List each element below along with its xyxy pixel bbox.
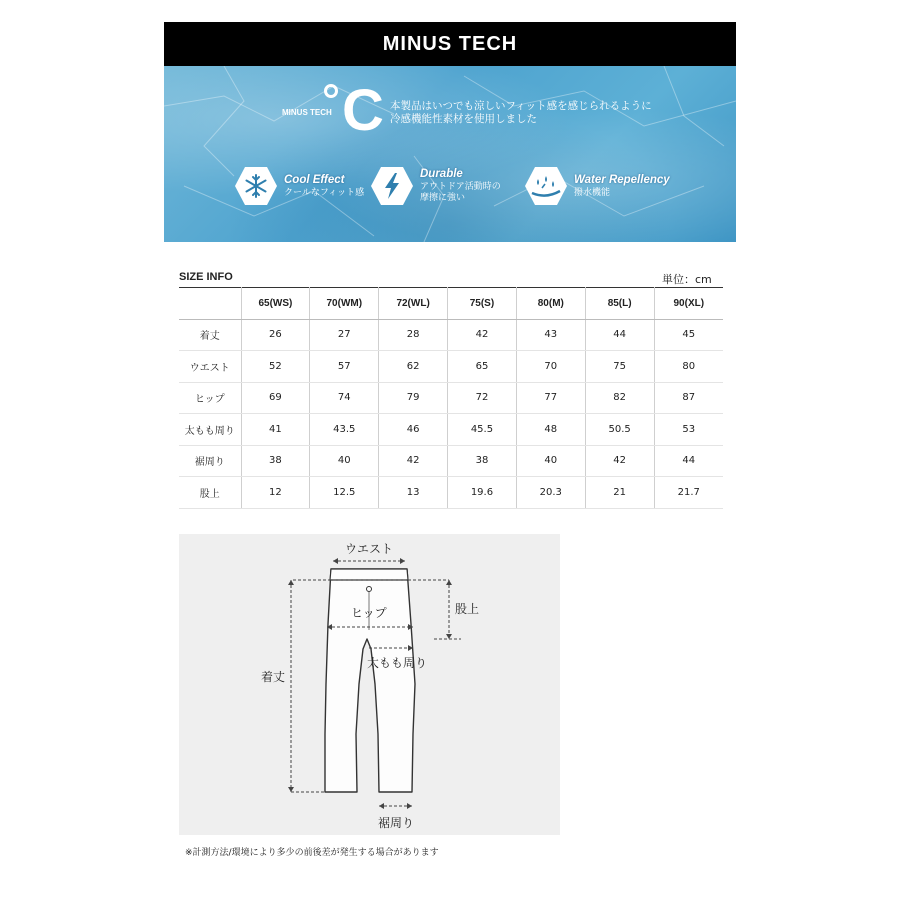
table-cell: 12 <box>241 477 310 509</box>
table-cell: 42 <box>379 445 448 477</box>
degree-icon <box>324 84 338 98</box>
column-header: 90(XL) <box>654 288 723 320</box>
table-cell: 77 <box>516 382 585 414</box>
length-label: 着丈 <box>261 670 286 684</box>
water-drops-icon <box>524 166 568 206</box>
table-cell: 45.5 <box>448 414 517 446</box>
rise-label: 股上 <box>455 602 480 616</box>
feature-title: Water Repellency <box>574 173 670 186</box>
table-cell: 43 <box>516 319 585 351</box>
table-row <box>179 319 723 351</box>
table-cell: 40 <box>310 445 379 477</box>
table-cell: 82 <box>585 382 654 414</box>
measurement-note: ※計測方法/環境により多少の前後差が発生する場合があります <box>185 848 439 858</box>
table-cell: 45 <box>654 319 723 351</box>
column-header: 72(WL) <box>379 288 448 320</box>
table-cell: 46 <box>379 414 448 446</box>
table-cell: 42 <box>448 319 517 351</box>
table-cell: 48 <box>516 414 585 446</box>
table-row <box>179 445 723 477</box>
table-row <box>179 414 723 446</box>
table-header-row <box>179 288 723 320</box>
measurement-diagram <box>179 534 560 835</box>
banner-tagline <box>390 100 652 126</box>
pants-outline-illustration <box>179 534 560 835</box>
minus-tech-logo <box>282 78 384 146</box>
table-cell: 80 <box>654 351 723 383</box>
feature-water-repellency <box>524 164 670 208</box>
table-cell: 38 <box>241 445 310 477</box>
table-cell: 44 <box>654 445 723 477</box>
row-label: 着丈 <box>179 319 241 351</box>
table-cell: 69 <box>241 382 310 414</box>
row-label: ウエスト <box>179 351 241 383</box>
table-cell: 28 <box>379 319 448 351</box>
brand-title: MINUS TECH <box>382 32 518 55</box>
row-label: 太もも周り <box>179 414 241 446</box>
feature-title: Durable <box>420 168 463 180</box>
column-header: 70(WM) <box>310 288 379 320</box>
feature-durable <box>370 164 501 208</box>
logo-celsius: C <box>342 78 384 143</box>
waist-label: ウエスト <box>345 542 394 556</box>
table-cell: 53 <box>654 414 723 446</box>
row-label: ヒップ <box>179 382 241 414</box>
table-cell: 57 <box>310 351 379 383</box>
feature-subtitle: 撥水機能 <box>574 187 611 198</box>
table-cell: 50.5 <box>585 414 654 446</box>
size-info-title: SIZE INFO <box>179 271 233 283</box>
feature-title: Cool Effect <box>284 173 345 186</box>
unit-label: 単位：cm <box>662 273 712 286</box>
logo-small-text: MINUS TECH <box>282 108 332 117</box>
snowflake-icon <box>234 166 278 206</box>
table-cell: 21.7 <box>654 477 723 509</box>
tagline-line-2: 冷感機能性素材を使用しました <box>390 113 537 125</box>
table-cell: 72 <box>448 382 517 414</box>
table-cell: 19.6 <box>448 477 517 509</box>
thigh-label: 太もも周り <box>367 656 428 670</box>
feature-cool-effect <box>234 164 364 208</box>
table-cell: 41 <box>241 414 310 446</box>
feature-subtitle: クールなフィット感 <box>284 187 365 198</box>
table-cell: 26 <box>241 319 310 351</box>
table-cell: 42 <box>585 445 654 477</box>
lightning-icon <box>370 166 414 206</box>
column-header: 75(S) <box>448 288 517 320</box>
table-cell: 74 <box>310 382 379 414</box>
column-header: 85(L) <box>585 288 654 320</box>
table-cell: 12.5 <box>310 477 379 509</box>
table-cell: 40 <box>516 445 585 477</box>
table-cell: 65 <box>448 351 517 383</box>
table-cell: 21 <box>585 477 654 509</box>
table-row <box>179 351 723 383</box>
table-row <box>179 477 723 509</box>
hip-label: ヒップ <box>351 606 387 620</box>
table-cell: 79 <box>379 382 448 414</box>
header-corner <box>179 288 241 320</box>
hem-label: 裾周り <box>378 816 415 830</box>
size-table <box>179 287 723 509</box>
table-cell: 62 <box>379 351 448 383</box>
row-label: 裾周り <box>179 445 241 477</box>
table-cell: 87 <box>654 382 723 414</box>
row-label: 股上 <box>179 477 241 509</box>
table-cell: 44 <box>585 319 654 351</box>
table-cell: 70 <box>516 351 585 383</box>
table-cell: 27 <box>310 319 379 351</box>
feature-banner <box>164 66 736 242</box>
table-cell: 20.3 <box>516 477 585 509</box>
column-header: 80(M) <box>516 288 585 320</box>
feature-subtitle-2: 摩擦に強い <box>420 193 466 203</box>
table-cell: 52 <box>241 351 310 383</box>
column-header: 65(WS) <box>241 288 310 320</box>
table-cell: 38 <box>448 445 517 477</box>
ice-texture <box>164 66 736 242</box>
table-cell: 43.5 <box>310 414 379 446</box>
table-row <box>179 382 723 414</box>
tagline-line-1: 本製品はいつでも涼しいフィット感を感じられるように <box>390 100 652 112</box>
table-cell: 13 <box>379 477 448 509</box>
table-cell: 75 <box>585 351 654 383</box>
brand-header <box>164 22 736 66</box>
feature-subtitle: アウトドア活動時の <box>420 182 501 192</box>
